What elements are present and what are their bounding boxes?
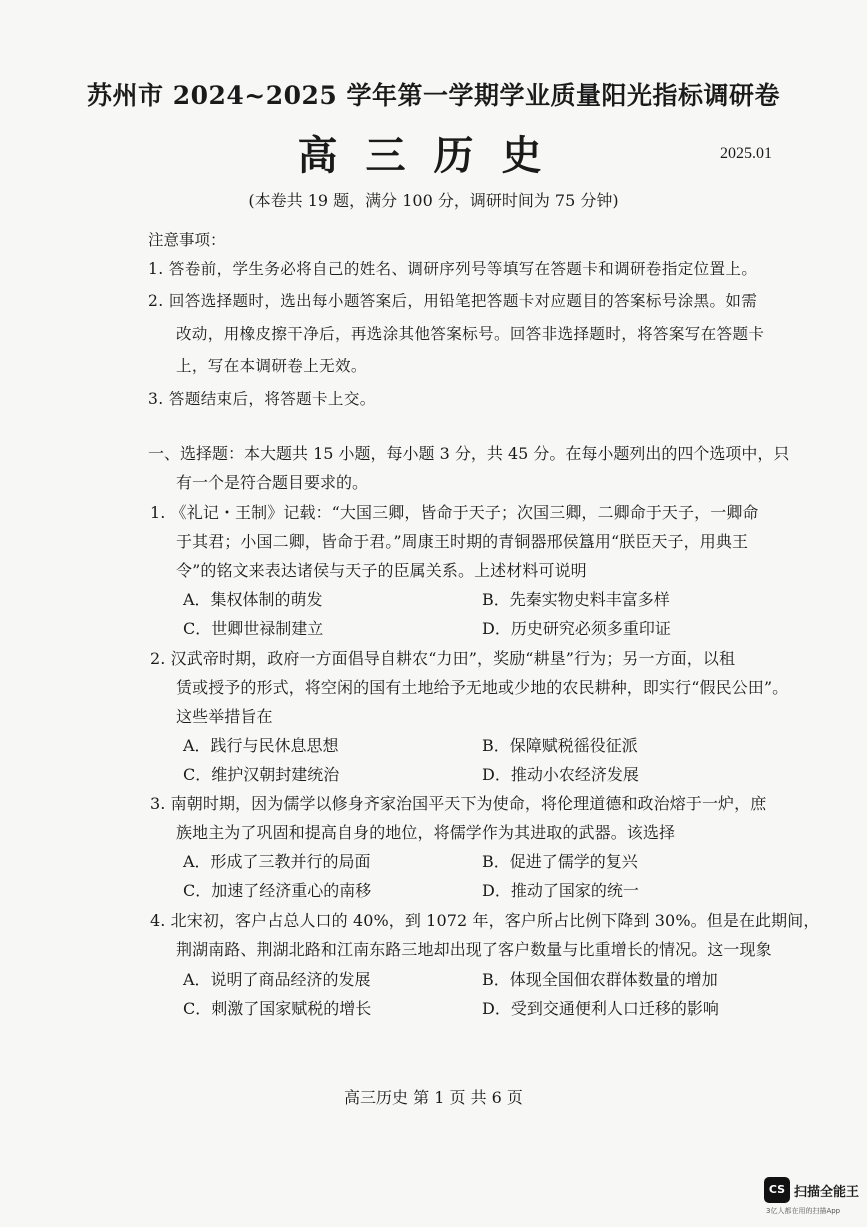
question-4-stem: 4. 北宋初，客户占总人口的 40%，到 1072 年，客户所占比例下降到 30%。但是在此期间， xyxy=(150,911,820,930)
question-1-option-a: A．集权体制的萌发 xyxy=(183,590,323,609)
scanner-watermark xyxy=(764,1177,859,1217)
notice-line: 改动，用橡皮擦干净后，再选涂其他答案标号。回答非选择题时，将答案写在答题卡 xyxy=(176,325,765,343)
watermark-name: 扫描全能王 xyxy=(794,1185,860,1200)
question-3-option-a: A．形成了三教并行的局面 xyxy=(183,852,371,871)
question-4-option-d: D．受到交通便利人口迁移的影响 xyxy=(482,999,719,1018)
question-3-stem: 族地主为了巩固和提高自身的地位，将儒学作为其进取的武器。该选择 xyxy=(176,823,676,842)
question-4-option-a: A．说明了商品经济的发展 xyxy=(183,970,371,989)
question-1-stem: 1. 《礼记・王制》记载：“大国三卿，皆命于天子；次国三卿，二卿命于天子，一卿命 xyxy=(150,503,759,522)
question-2-stem: 赁或授予的形式，将空闲的国有土地给予无地或少地的农民耕种，即实行“假民公田”。 xyxy=(176,678,789,697)
question-3-option-c: C．加速了经济重心的南移 xyxy=(183,881,372,900)
question-2-option-d: D．推动小农经济发展 xyxy=(482,765,639,784)
question-2-stem: 2. 汉武帝时期，政府一方面倡导自耕农“力田”，奖励“耕垦”行为；另一方面，以租 xyxy=(150,649,736,668)
question-4-option-b: B．体现全国佃农群体数量的增加 xyxy=(482,970,718,989)
notice-line: 上，写在本调研卷上无效。 xyxy=(176,357,367,375)
question-3-option-d: D．推动了国家的统一 xyxy=(482,881,639,900)
exam-date: 2025.01 xyxy=(720,145,772,162)
question-3-option-b: B．促进了儒学的复兴 xyxy=(482,852,638,871)
camscanner-logo-icon: CS xyxy=(764,1177,790,1203)
watermark-tagline: 3亿人都在用的扫描App xyxy=(766,1207,841,1215)
section-heading: 一、选择题：本大题共 15 小题，每小题 3 分，共 45 分。在每小题列出的四个选项中，只 xyxy=(148,444,790,463)
question-1-stem: 于其君；小国二卿，皆命于君。”周康王时期的青铜器邢侯簋用“朕臣天子，用典王 xyxy=(176,532,749,551)
exam-title: 苏州市 2024~2025 学年第一学期学业质量阳光指标调研卷 xyxy=(86,81,781,110)
section-heading-cont: 有一个是符合题目要求的。 xyxy=(176,473,369,492)
question-1-option-b: B．先秦实物史料丰富多样 xyxy=(482,590,670,609)
exam-info: (本卷共 19 题，满分 100 分，调研时间为 75 分钟) xyxy=(248,191,619,210)
question-1-stem: 令”的铭文来表达诸侯与天子的臣属关系。上述材料可说明 xyxy=(176,561,587,580)
page-footer: 高三历史 第 1 页 共 6 页 xyxy=(344,1088,523,1107)
question-2-option-a: A．践行与民休息思想 xyxy=(183,736,339,755)
question-1-option-c: C．世卿世禄制建立 xyxy=(183,619,324,638)
question-2-option-b: B．保障赋税徭役征派 xyxy=(482,736,638,755)
question-4-option-c: C．刺激了国家赋税的增长 xyxy=(183,999,372,1018)
question-1-option-d: D．历史研究必须多重印证 xyxy=(482,619,671,638)
question-3-stem: 3. 南朝时期，因为儒学以修身齐家治国平天下为使命，将伦理道德和政治熔于一炉，庶 xyxy=(150,794,767,813)
notice-line: 3. 答题结束后，将答题卡上交。 xyxy=(148,390,376,408)
question-2-option-c: C．维护汉朝封建统治 xyxy=(183,765,340,784)
notice-line: 1. 答卷前，学生务必将自己的姓名、调研序列号等填写在答题卡和调研卷指定位置上。 xyxy=(148,260,758,278)
question-2-stem: 这些举措旨在 xyxy=(176,707,273,726)
notice-heading: 注意事项： xyxy=(148,231,226,249)
question-4-stem: 荆湖南路、荆湖北路和江南东路三地却出现了客户数量与比重增长的情况。这一现象 xyxy=(176,940,772,959)
subject-title: 高三历史 xyxy=(297,132,570,179)
notice-line: 2. 回答选择题时，选出每小题答案后，用铅笔把答题卡对应题目的答案标号涂黑。如需 xyxy=(148,292,758,310)
